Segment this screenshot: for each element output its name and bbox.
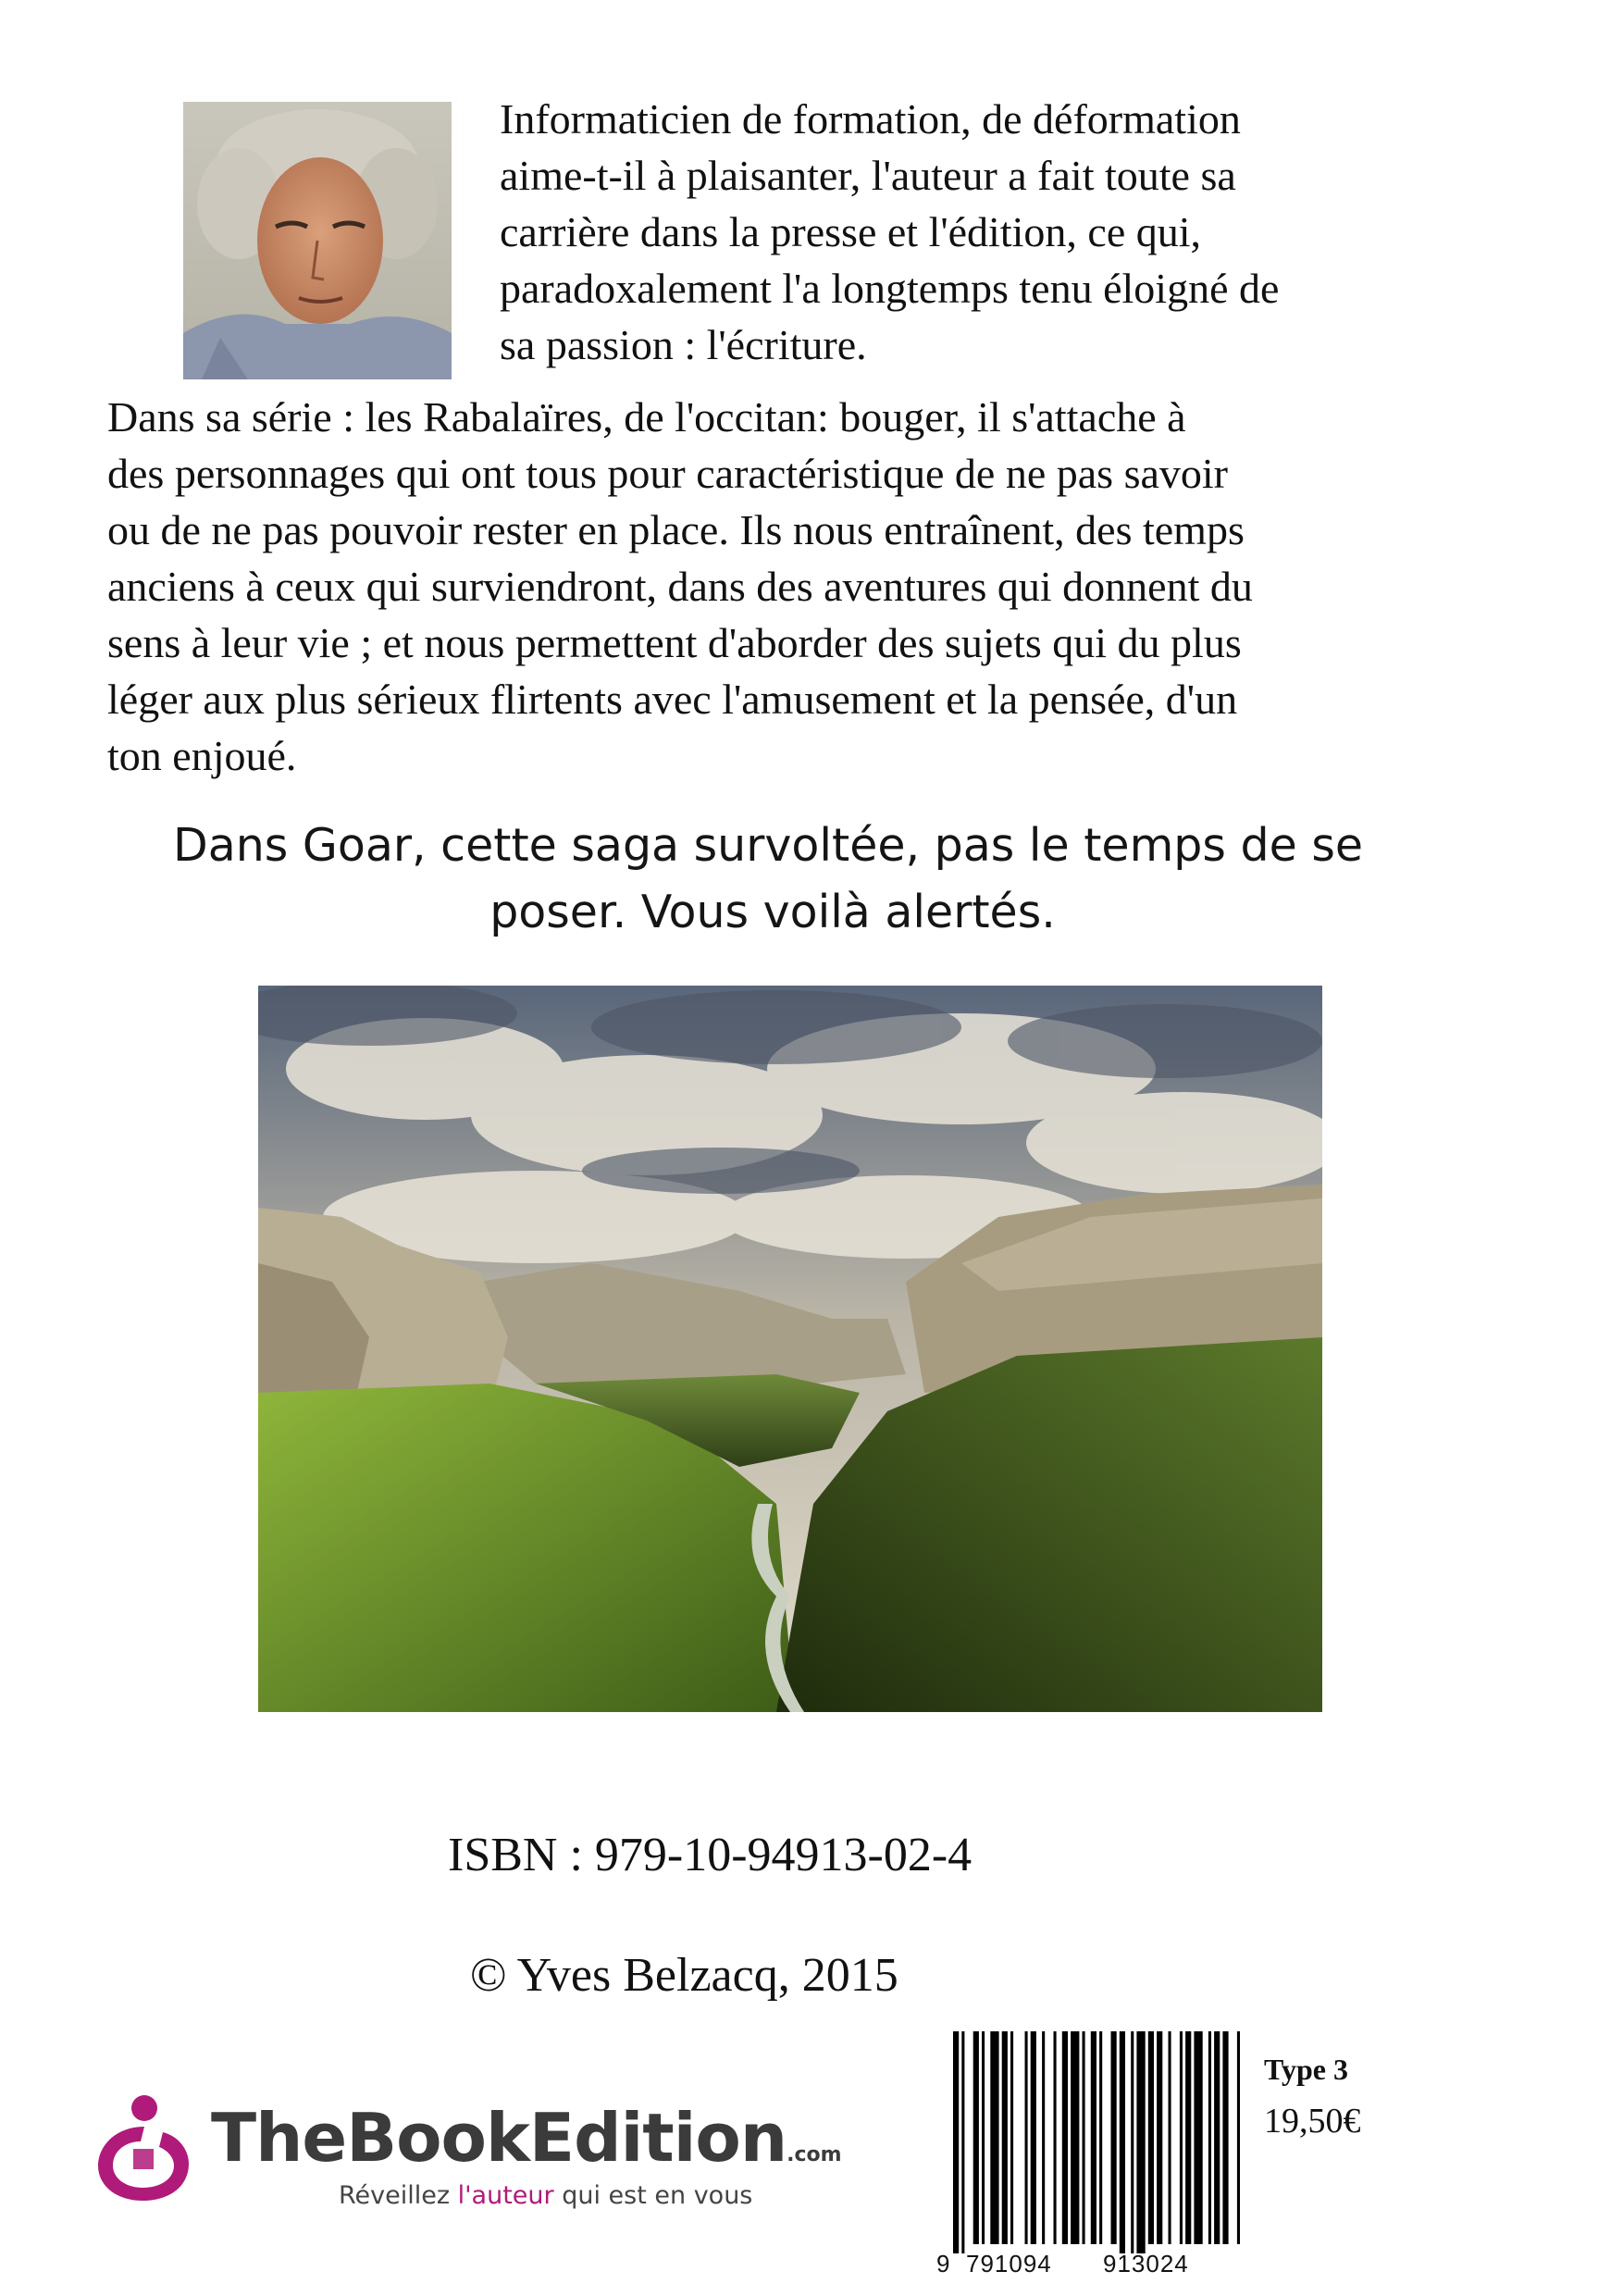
series-line: léger aux plus sérieux flirtents avec l'amusement et la pensée, d'un	[107, 676, 1238, 723]
barcode-bar	[1222, 2031, 1228, 2244]
barcode-bar	[1042, 2031, 1045, 2244]
series-line: sens à leur vie ; et nous permettent d'aborder des sujets qui du plus	[107, 619, 1242, 666]
barcode-bar	[953, 2031, 959, 2253]
barcode-bars	[935, 2031, 1240, 2253]
barcode-bar	[1010, 2031, 1013, 2244]
barcode-bar	[1237, 2031, 1240, 2244]
barcode-bar	[1120, 2031, 1125, 2253]
barcode-bar	[1180, 2031, 1183, 2244]
barcode-bar	[1131, 2031, 1134, 2253]
publisher-domain: .com	[787, 2143, 842, 2166]
author-photo	[183, 102, 452, 379]
publisher-logo	[89, 2093, 848, 2214]
barcode-bar	[1185, 2031, 1191, 2244]
barcode-bar	[1031, 2031, 1036, 2244]
series-line: anciens à ceux qui surviendront, dans des aventures qui donnent du	[107, 563, 1253, 610]
copyright-notice: © Yves Belzacq, 2015	[470, 1949, 898, 2002]
bio-intro-line: paradoxalement l'a longtemps tenu éloigné de	[500, 265, 1280, 312]
series-description	[107, 389, 1477, 784]
isbn-barcode	[935, 2031, 1240, 2286]
barcode-bar	[1083, 2031, 1085, 2244]
bio-intro-line: Informaticien de formation, de déformation	[500, 95, 1241, 143]
bio-intro-line: aime-t-il à plaisanter, l'auteur a fait toute sa	[500, 152, 1236, 199]
series-line: des personnages qui ont tous pour caractéristique de ne pas savoir	[107, 450, 1228, 497]
barcode-bar	[973, 2031, 979, 2244]
barcode-bar	[1111, 2031, 1117, 2244]
barcode-bar	[1002, 2031, 1008, 2244]
barcode-bar	[1091, 2031, 1096, 2244]
barcode-bar	[1025, 2031, 1028, 2244]
barcode-digits-right: 913024	[1103, 2250, 1189, 2277]
barcode-digit-lead: 9	[936, 2250, 951, 2277]
person-circle-logo-icon	[89, 2093, 200, 2204]
slogan-part-2: qui est en vous	[553, 2181, 753, 2210]
barcode-bar	[1194, 2031, 1202, 2244]
canyon-landscape-image	[258, 986, 1322, 1712]
bio-intro-line: carrière dans la presse et l'édition, ce qui,	[500, 208, 1202, 255]
barcode-bar	[1214, 2031, 1220, 2244]
barcode-bar	[1157, 2031, 1162, 2244]
barcode-bar	[1148, 2031, 1154, 2244]
series-line: ton enjoué.	[107, 732, 297, 779]
barcode-bar	[961, 2031, 964, 2253]
slogan-accent: l'auteur	[457, 2181, 554, 2210]
barcode-digits-left: 791094	[966, 2250, 1052, 2277]
barcode-bar	[1054, 2031, 1057, 2244]
barcode-bar	[982, 2031, 985, 2244]
barcode-bar	[1071, 2031, 1079, 2244]
price-label: 19,50€	[1264, 2102, 1361, 2141]
series-line: ou de ne pas pouvoir rester en place. Ils nous entraînent, des temps	[107, 506, 1245, 553]
barcode-bar	[1099, 2031, 1102, 2244]
tagline-line-2: poser. Vous voilà alertés.	[489, 886, 1056, 938]
publisher-name-main: BookEdition	[346, 2099, 787, 2177]
barcode-bar	[1169, 2031, 1171, 2244]
barcode-bar	[990, 2031, 998, 2244]
barcode-bar	[1208, 2031, 1211, 2244]
bio-intro-line: sa passion : l'écriture.	[500, 321, 867, 368]
publisher-name	[211, 2101, 842, 2192]
barcode-bar	[1136, 2031, 1145, 2253]
isbn-number: ISBN : 979-10-94913-02-4	[448, 1829, 973, 1881]
book-tagline	[93, 813, 1443, 946]
publisher-name-the: The	[211, 2099, 347, 2177]
publisher-slogan	[339, 2181, 752, 2210]
slogan-part-1: Réveillez	[339, 2181, 458, 2210]
type-label: Type 3	[1264, 2053, 1348, 2086]
series-line: Dans sa série : les Rabalaïres, de l'occitan: bouger, il s'attache à	[107, 393, 1186, 441]
author-bio-intro	[500, 91, 1471, 373]
tagline-line-1: Dans Goar, cette saga survoltée, pas le temps de se	[172, 819, 1364, 872]
barcode-bar	[1062, 2031, 1068, 2244]
